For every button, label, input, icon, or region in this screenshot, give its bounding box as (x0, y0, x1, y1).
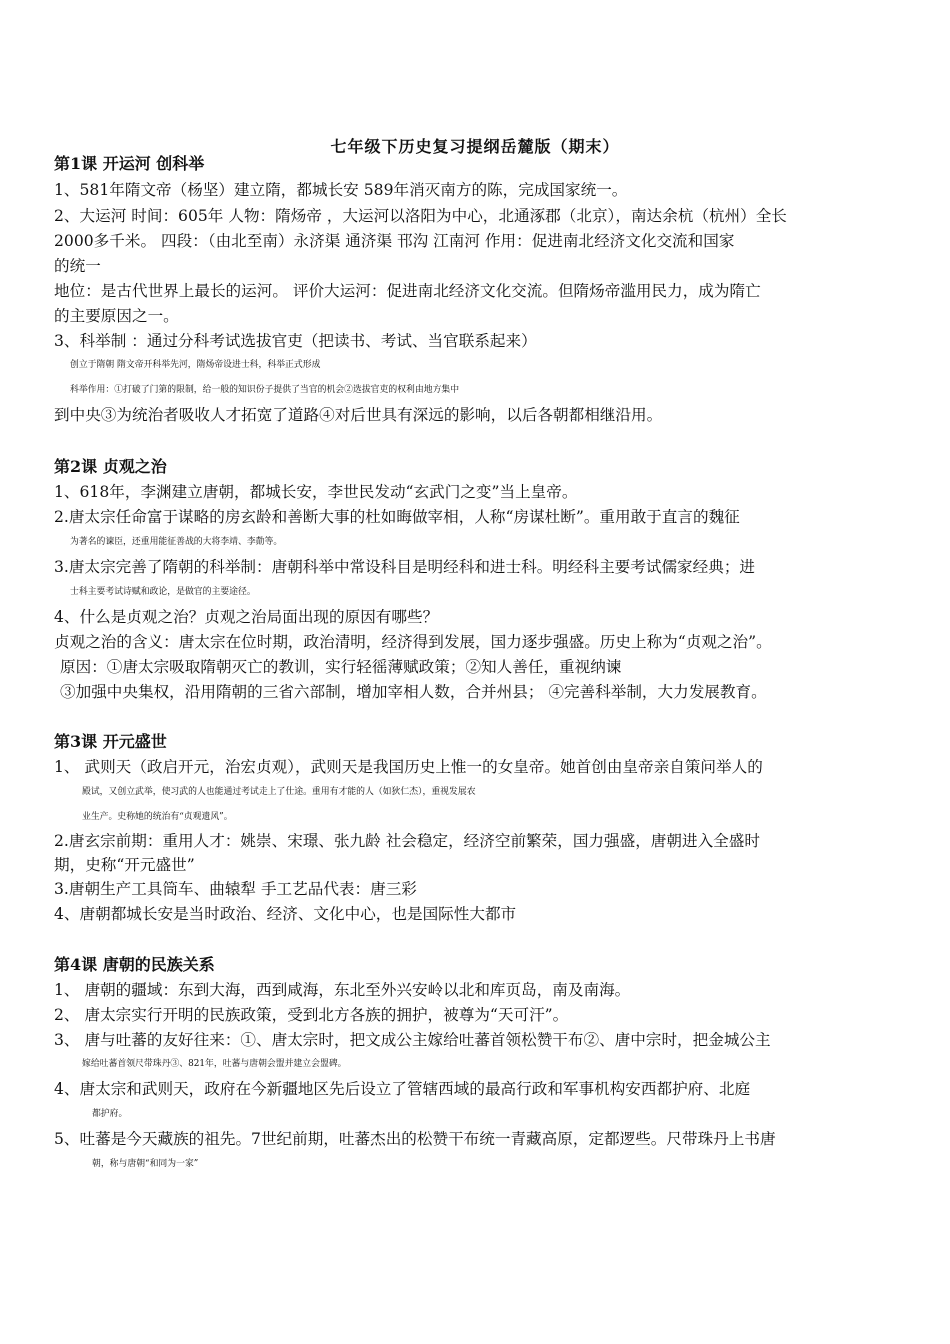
lesson-3-line-4: 2.唐玄宗前期：重用人才：姚崇、宋璟、张九龄 社会稳定，经济空前繁荣，国力强盛，唐朝进入全盛时 (54, 832, 760, 850)
lesson-1-line-2: 2、大运河 时间：605年 人物：隋炀帝 ，大运河以洛阳为中心，北通涿郡（北京），南达余杭（杭州）全长 (54, 207, 787, 225)
lesson-4-line-3: 3、 唐与吐蕃的友好往来：①、唐太宗时，把文成公主嫁给吐蕃首领松赞干布②、唐中宗时，把金城公主 (54, 1031, 771, 1049)
lesson-4-line-7: 5、吐蕃是今天藏族的祖先。7世纪前期，吐蕃杰出的松赞干布统一青藏高原，定都逻些。尺带珠丹上书唐 (54, 1130, 776, 1148)
lesson-2-line-2: 2.唐太宗任命富于谋略的房玄龄和善断大事的杜如晦做宰相，人称“房谋杜断”。重用敢于直言的魏征 (54, 508, 740, 526)
lesson-3-line-1: 1、 武则天（政启开元，治宏贞观），武则天是我国历史上惟一的女皇帝。她首创由皇帝亲自策问举人的 (54, 758, 763, 776)
lesson-2-heading: 第2课 贞观之治 (54, 457, 167, 476)
document-title: 七年级下历史复习提纲岳麓版（期末） (330, 137, 620, 156)
lesson-4-line-8: 朝，称与唐朝“和同为一家” (92, 1159, 199, 1169)
lesson-1-line-3: 2000多千米。 四段：（由北至南）永济渠 通济渠 邗沟 江南河 作用：促进南北经济文化交流和国家 (54, 232, 735, 250)
lesson-2-line-6: 4、什么是贞观之治？贞观之治局面出现的原因有哪些？ (54, 608, 439, 626)
lesson-1-line-8: 创立于隋朝 隋文帝开科举先河，隋炀帝设进士科，科举正式形成 (70, 360, 321, 370)
lesson-3-heading: 第3课 开元盛世 (54, 732, 167, 751)
lesson-3-line-6: 3.唐朝生产工具筒车、曲辕犁 手工艺品代表：唐三彩 (54, 880, 417, 898)
lesson-1-line-9: 科举作用：①打破了门第的限制，给一般的知识份子提供了当官的机会②选拔官吏的权利由地方集中 (70, 385, 460, 395)
lesson-2-line-1: 1、618年，李渊建立唐朝，都城长安，李世民发动“玄武门之变”当上皇帝。 (54, 483, 578, 501)
lesson-1-line-7: 3、科举制 ：通过分科考试选拔官吏（把读书、考试、当官联系起来） (54, 332, 537, 350)
lesson-2-line-5: 士科主要考试诗赋和政论，是做官的主要途径。 (70, 587, 256, 597)
lesson-2-line-3: 为著名的谏臣，还重用能征善战的大将李靖、李勣等。 (70, 537, 283, 547)
lesson-1-line-1: 1、581年隋文帝（杨坚）建立隋，都城长安 589年消灭南方的陈，完成国家统一。 (54, 181, 628, 199)
lesson-4-line-1: 1、 唐朝的疆域：东到大海，西到咸海，东北至外兴安岭以北和库页岛，南及南海。 (54, 981, 631, 999)
lesson-4-heading: 第4课 唐朝的民族关系 (54, 955, 215, 974)
lesson-1-heading: 第1课 开运河 创科举 (54, 154, 205, 173)
lesson-4-line-5: 4、唐太宗和武则天，政府在今新疆地区先后设立了管辖西域的最高行政和军事机构安西都护府、北庭 (54, 1080, 751, 1098)
lesson-4-line-4: 嫁给吐蕃首领尺带珠丹③、821年，吐蕃与唐朝会盟并建立会盟碑。 (82, 1059, 347, 1069)
lesson-1-line-10: 到中央③为统治者吸收人才拓宽了道路④对后世具有深远的影响，以后各朝都相继沿用。 (54, 406, 663, 424)
lesson-3-line-7: 4、唐朝都城长安是当时政治、经济、文化中心，也是国际性大都市 (54, 905, 517, 923)
lesson-4-line-6: 都护府。 (92, 1109, 128, 1119)
lesson-1-line-6: 的主要原因之一。 (54, 307, 179, 325)
lesson-2-line-7: 贞观之治的含义：唐太宗在位时期，政治清明，经济得到发展，国力逐步强盛。历史上称为“贞观之治”。 (54, 633, 772, 651)
lesson-3-line-5: 期，史称“开元盛世” (54, 856, 195, 874)
lesson-4-line-2: 2、 唐太宗实行开明的民族政策，受到北方各族的拥护，被尊为“天可汗”。 (54, 1006, 569, 1024)
lesson-2-line-4: 3.唐太宗完善了隋朝的科举制：唐朝科举中常设科目是明经科和进士科。明经科主要考试儒家经典；进 (54, 558, 756, 576)
lesson-1-line-4: 的统一 (54, 257, 101, 275)
lesson-3-line-2: 殿试，又创立武举，使习武的人也能通过考试走上了仕途。重用有才能的人（如狄仁杰），重视发展农 (82, 787, 476, 797)
lesson-2-line-9: ③加强中央集权，沿用隋朝的三省六部制，增加宰相人数，合并州县； ④完善科举制，大力发展教育。 (60, 683, 767, 701)
lesson-3-line-3: 业生产。史称她的统治有“贞观遗风”。 (82, 812, 233, 822)
lesson-1-line-5: 地位：是古代世界上最长的运河。 评价大运河：促进南北经济文化交流。但隋炀帝滥用民力，成为隋亡 (54, 282, 761, 300)
lesson-2-line-8: 原因：①唐太宗吸取隋朝灭亡的教训，实行轻徭薄赋政策；②知人善任，重视纳谏 (60, 658, 622, 676)
